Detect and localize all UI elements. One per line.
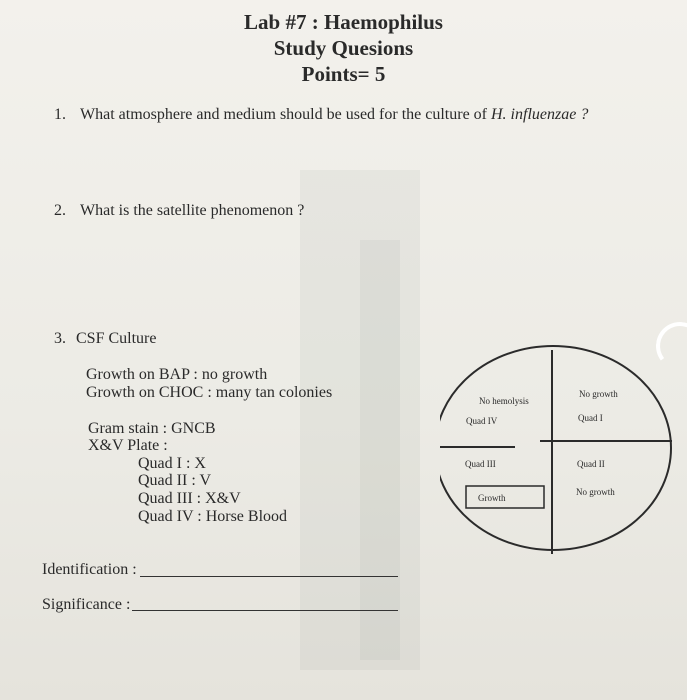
quad-ii-label: Quad II xyxy=(577,459,605,469)
lab-title: Lab #7 : Haemophilus xyxy=(244,10,443,34)
question-3 xyxy=(54,330,156,348)
growth-choc: Growth on CHOC : many tan colonies xyxy=(86,384,333,401)
quad-3-note: Quad III : X&V xyxy=(138,490,241,507)
background-bleed xyxy=(360,240,400,660)
question-number: 3. xyxy=(54,330,66,347)
question-text: What atmosphere and medium should be used for the culture of xyxy=(80,106,491,123)
question-1 xyxy=(54,106,588,124)
growth-label: Growth xyxy=(478,493,506,503)
question-2 xyxy=(54,202,304,220)
question-text: CSF Culture xyxy=(76,330,157,347)
significance-label: Significance : xyxy=(42,596,131,613)
quad-1-note: Quad I : X xyxy=(138,455,206,472)
quad-i-label: Quad I xyxy=(578,413,603,423)
quad-iii-label: Quad III xyxy=(465,459,496,469)
no-growth-bottom-label: No growth xyxy=(576,487,615,497)
identification-label: Identification : xyxy=(42,561,137,578)
question-text: What is the satellite phenomenon ? xyxy=(80,202,305,219)
quad-iv-label: Quad IV xyxy=(466,416,498,426)
xv-plate: X&V Plate : xyxy=(88,437,168,454)
question-organism: H. influenzae ? xyxy=(491,106,589,123)
question-number: 1. xyxy=(54,106,66,123)
no-growth-top-label: No growth xyxy=(579,389,618,399)
identification-answer-line[interactable] xyxy=(140,576,398,577)
lab-points: Points= 5 xyxy=(301,62,386,86)
significance-answer-line[interactable] xyxy=(132,610,398,611)
gram-stain: Gram stain : GNCB xyxy=(88,420,216,437)
growth-bap: Growth on BAP : no growth xyxy=(86,366,268,383)
lab-subtitle: Study Quesions xyxy=(273,36,414,60)
quad-2-note: Quad II : V xyxy=(138,472,212,489)
question-number: 2. xyxy=(54,202,66,219)
quad-4-note: Quad IV : Horse Blood xyxy=(138,508,288,525)
plate-diagram xyxy=(440,344,680,564)
no-hemolysis-label: No hemolysis xyxy=(479,396,529,406)
